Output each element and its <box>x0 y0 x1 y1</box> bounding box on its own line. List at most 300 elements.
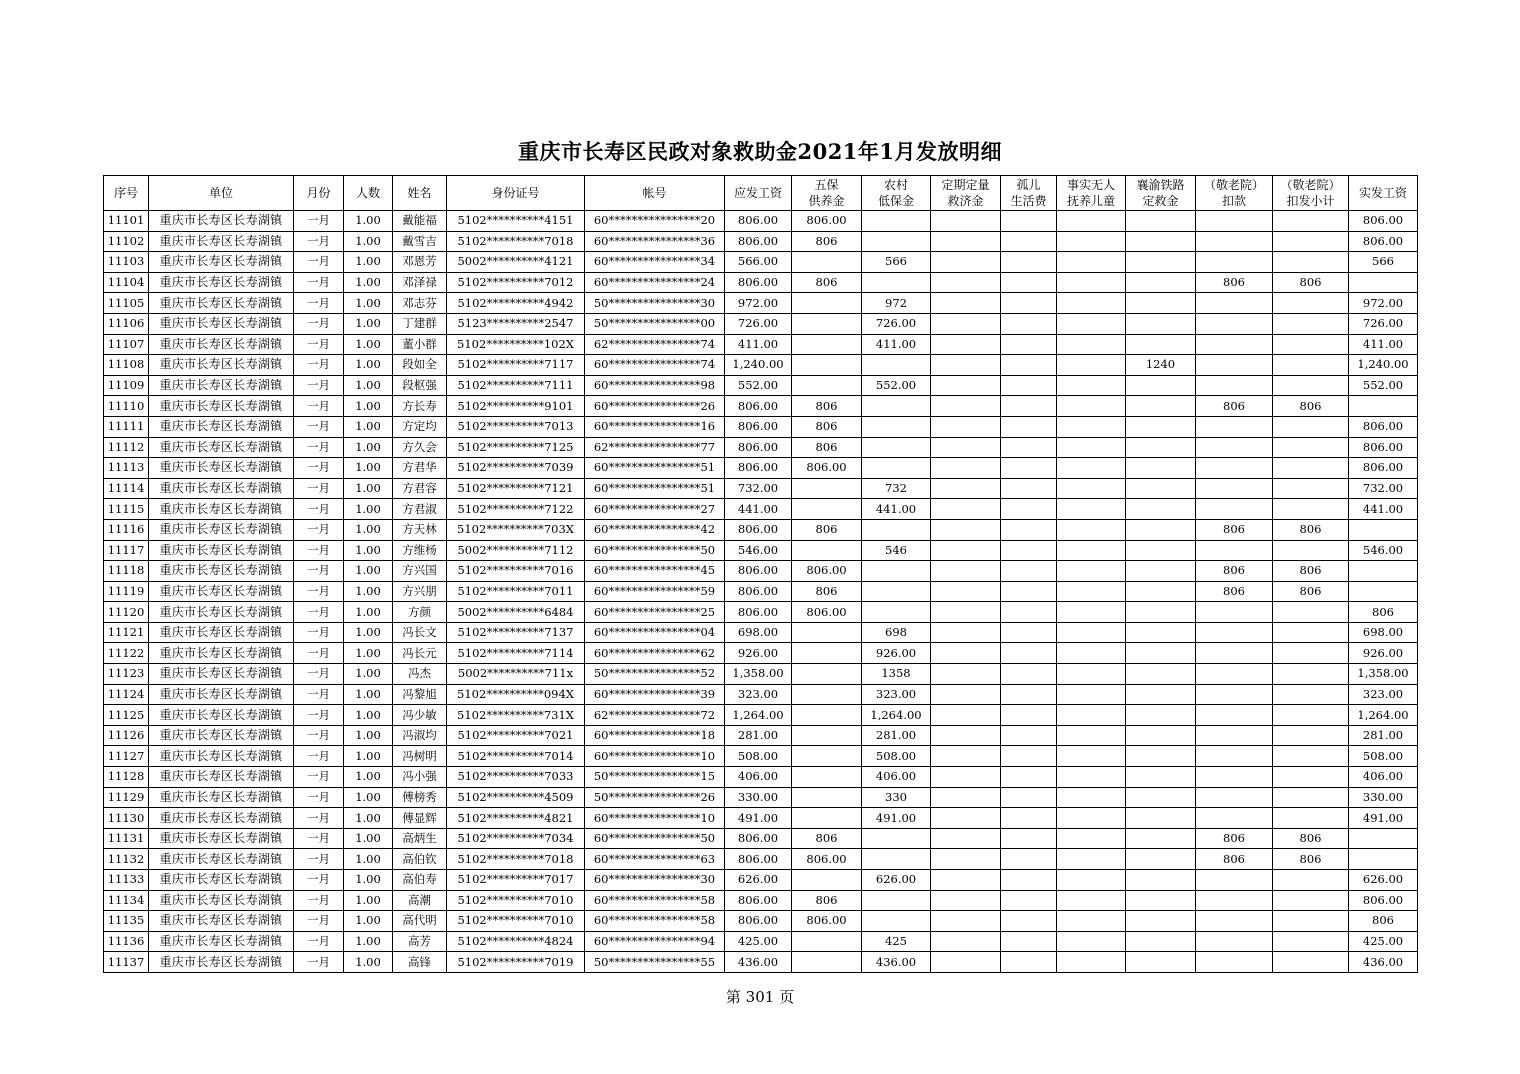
table-row <box>104 581 1418 602</box>
cell-account: 60****************34 <box>585 252 725 273</box>
cell-account: 60****************10 <box>585 746 725 767</box>
cell-subtotal: 806 <box>1273 272 1349 293</box>
cell-deduct <box>1196 478 1273 499</box>
cell-id: 5102**********7016 <box>447 561 585 582</box>
table-row <box>104 231 1418 252</box>
cell-shishi <box>1057 664 1126 685</box>
cell-unit: 重庆市长寿区长寿湖镇 <box>149 519 294 540</box>
cell-subtotal <box>1273 808 1349 829</box>
column-header-account <box>585 176 725 211</box>
cell-unit: 重庆市长寿区长寿湖镇 <box>149 375 294 396</box>
cell-wubao <box>792 622 862 643</box>
cell-count: 1.00 <box>344 252 393 273</box>
cell-guer <box>1001 828 1057 849</box>
column-header-xiangyu <box>1126 176 1196 211</box>
table-row <box>104 931 1418 952</box>
column-header-text: 帐号 <box>642 186 667 200</box>
cell-seq: 11122 <box>104 643 149 664</box>
cell-wubao <box>792 952 862 973</box>
cell-actual: 566 <box>1349 252 1418 273</box>
table-row <box>104 252 1418 273</box>
cell-xiangyu <box>1126 437 1196 458</box>
cell-actual <box>1349 561 1418 582</box>
table-row <box>104 458 1418 479</box>
cell-xiangyu <box>1126 849 1196 870</box>
cell-actual: 323.00 <box>1349 684 1418 705</box>
cell-unit: 重庆市长寿区长寿湖镇 <box>149 252 294 273</box>
cell-payable: 806.00 <box>725 396 792 417</box>
cell-actual: 1,264.00 <box>1349 705 1418 726</box>
cell-account: 60****************20 <box>585 211 725 232</box>
cell-wubao: 806 <box>792 231 862 252</box>
cell-id: 5102**********7033 <box>447 767 585 788</box>
table-row <box>104 211 1418 232</box>
cell-xiangyu <box>1126 602 1196 623</box>
cell-account: 60****************16 <box>585 416 725 437</box>
cell-month: 一月 <box>294 705 344 726</box>
cell-id: 5102**********7039 <box>447 458 585 479</box>
cell-shishi <box>1057 396 1126 417</box>
cell-seq: 11137 <box>104 952 149 973</box>
cell-account: 50****************55 <box>585 952 725 973</box>
cell-seq: 11108 <box>104 355 149 376</box>
cell-subtotal <box>1273 211 1349 232</box>
cell-deduct <box>1196 952 1273 973</box>
column-header-payable <box>725 176 792 211</box>
cell-guer <box>1001 211 1057 232</box>
cell-dingqi <box>931 705 1001 726</box>
cell-payable: 806.00 <box>725 602 792 623</box>
cell-id: 5102**********731X <box>447 705 585 726</box>
cell-account: 60****************24 <box>585 272 725 293</box>
cell-xiangyu <box>1126 211 1196 232</box>
cell-wubao <box>792 375 862 396</box>
cell-wubao <box>792 293 862 314</box>
cell-guer <box>1001 252 1057 273</box>
cell-id: 5002**********711x <box>447 664 585 685</box>
cell-name: 冯黎旭 <box>393 684 447 705</box>
cell-account: 60****************50 <box>585 540 725 561</box>
column-header-text: 农村 <box>883 178 908 192</box>
cell-dibao: 546 <box>862 540 931 561</box>
cell-id: 5102**********7010 <box>447 911 585 932</box>
cell-count: 1.00 <box>344 581 393 602</box>
column-header-shishi <box>1057 176 1126 211</box>
cell-wubao <box>792 787 862 808</box>
cell-seq: 11104 <box>104 272 149 293</box>
cell-shishi <box>1057 561 1126 582</box>
cell-guer <box>1001 231 1057 252</box>
cell-subtotal <box>1273 787 1349 808</box>
cell-guer <box>1001 725 1057 746</box>
cell-wubao <box>792 767 862 788</box>
cell-id: 5102**********7012 <box>447 272 585 293</box>
cell-dibao <box>862 416 931 437</box>
cell-payable: 806.00 <box>725 231 792 252</box>
cell-name: 高潮 <box>393 890 447 911</box>
cell-subtotal: 806 <box>1273 828 1349 849</box>
cell-unit: 重庆市长寿区长寿湖镇 <box>149 746 294 767</box>
cell-dingqi <box>931 581 1001 602</box>
cell-payable: 626.00 <box>725 870 792 891</box>
cell-subtotal <box>1273 499 1349 520</box>
cell-dibao: 411.00 <box>862 334 931 355</box>
cell-unit: 重庆市长寿区长寿湖镇 <box>149 437 294 458</box>
cell-subtotal <box>1273 540 1349 561</box>
cell-dingqi <box>931 375 1001 396</box>
cell-unit: 重庆市长寿区长寿湖镇 <box>149 334 294 355</box>
cell-deduct <box>1196 911 1273 932</box>
cell-month: 一月 <box>294 602 344 623</box>
cell-subtotal <box>1273 416 1349 437</box>
cell-name: 高代明 <box>393 911 447 932</box>
cell-id: 5102**********4151 <box>447 211 585 232</box>
column-header-text: 身份证号 <box>491 186 540 200</box>
cell-actual <box>1349 849 1418 870</box>
cell-dingqi <box>931 252 1001 273</box>
cell-dingqi <box>931 808 1001 829</box>
cell-id: 5102**********7114 <box>447 643 585 664</box>
cell-subtotal: 806 <box>1273 581 1349 602</box>
cell-deduct <box>1196 890 1273 911</box>
cell-id: 5102**********4509 <box>447 787 585 808</box>
cell-month: 一月 <box>294 870 344 891</box>
cell-month: 一月 <box>294 952 344 973</box>
cell-wubao: 806 <box>792 519 862 540</box>
cell-dibao: 1,264.00 <box>862 705 931 726</box>
cell-xiangyu <box>1126 272 1196 293</box>
cell-account: 60****************10 <box>585 808 725 829</box>
cell-seq: 11106 <box>104 313 149 334</box>
cell-month: 一月 <box>294 313 344 334</box>
column-header-text: 五保 <box>814 178 839 192</box>
cell-name: 方君淑 <box>393 499 447 520</box>
cell-name: 段如全 <box>393 355 447 376</box>
cell-shishi <box>1057 787 1126 808</box>
cell-deduct: 806 <box>1196 272 1273 293</box>
cell-guer <box>1001 458 1057 479</box>
relief-payment-table <box>103 175 1418 973</box>
column-header-text: 扣款 <box>1221 194 1246 208</box>
cell-dibao <box>862 581 931 602</box>
cell-unit: 重庆市长寿区长寿湖镇 <box>149 664 294 685</box>
cell-subtotal <box>1273 375 1349 396</box>
cell-xiangyu <box>1126 684 1196 705</box>
cell-unit: 重庆市长寿区长寿湖镇 <box>149 808 294 829</box>
cell-subtotal <box>1273 231 1349 252</box>
cell-unit: 重庆市长寿区长寿湖镇 <box>149 684 294 705</box>
cell-seq: 11128 <box>104 767 149 788</box>
cell-shishi <box>1057 849 1126 870</box>
column-header-text: 生活费 <box>1010 194 1047 208</box>
cell-dibao <box>862 519 931 540</box>
cell-xiangyu <box>1126 252 1196 273</box>
cell-name: 方定均 <box>393 416 447 437</box>
table-row <box>104 293 1418 314</box>
cell-count: 1.00 <box>344 211 393 232</box>
cell-actual: 552.00 <box>1349 375 1418 396</box>
cell-id: 5102**********7034 <box>447 828 585 849</box>
table-row <box>104 396 1418 417</box>
cell-payable: 698.00 <box>725 622 792 643</box>
cell-actual: 698.00 <box>1349 622 1418 643</box>
cell-actual: 436.00 <box>1349 952 1418 973</box>
column-header-text: 姓名 <box>407 186 432 200</box>
cell-payable: 806.00 <box>725 890 792 911</box>
cell-dibao <box>862 828 931 849</box>
cell-subtotal <box>1273 313 1349 334</box>
cell-guer <box>1001 581 1057 602</box>
cell-count: 1.00 <box>344 499 393 520</box>
cell-dibao <box>862 272 931 293</box>
cell-wubao: 806.00 <box>792 458 862 479</box>
cell-unit: 重庆市长寿区长寿湖镇 <box>149 211 294 232</box>
cell-seq: 11130 <box>104 808 149 829</box>
cell-unit: 重庆市长寿区长寿湖镇 <box>149 622 294 643</box>
cell-month: 一月 <box>294 334 344 355</box>
cell-actual: 406.00 <box>1349 767 1418 788</box>
cell-deduct <box>1196 499 1273 520</box>
cell-deduct <box>1196 540 1273 561</box>
cell-account: 60****************18 <box>585 725 725 746</box>
cell-payable: 732.00 <box>725 478 792 499</box>
cell-unit: 重庆市长寿区长寿湖镇 <box>149 581 294 602</box>
table-row <box>104 272 1418 293</box>
cell-wubao: 806 <box>792 272 862 293</box>
cell-id: 5102**********094X <box>447 684 585 705</box>
cell-shishi <box>1057 705 1126 726</box>
cell-deduct <box>1196 293 1273 314</box>
cell-name: 邓泽禄 <box>393 272 447 293</box>
cell-deduct: 806 <box>1196 519 1273 540</box>
cell-subtotal <box>1273 870 1349 891</box>
cell-month: 一月 <box>294 643 344 664</box>
table-row <box>104 952 1418 973</box>
cell-payable: 806.00 <box>725 211 792 232</box>
cell-dingqi <box>931 540 1001 561</box>
cell-subtotal <box>1273 952 1349 973</box>
cell-seq: 11103 <box>104 252 149 273</box>
cell-count: 1.00 <box>344 231 393 252</box>
cell-id: 5102**********4942 <box>447 293 585 314</box>
cell-dingqi <box>931 396 1001 417</box>
cell-xiangyu <box>1126 581 1196 602</box>
cell-payable: 425.00 <box>725 931 792 952</box>
cell-name: 方兴朋 <box>393 581 447 602</box>
cell-shishi <box>1057 767 1126 788</box>
cell-id: 5102**********7011 <box>447 581 585 602</box>
cell-id: 5102**********7111 <box>447 375 585 396</box>
column-header-text: 人数 <box>355 186 380 200</box>
cell-payable: 566.00 <box>725 252 792 273</box>
cell-id: 5102**********4824 <box>447 931 585 952</box>
cell-name: 戴雪吉 <box>393 231 447 252</box>
cell-dingqi <box>931 911 1001 932</box>
cell-wubao: 806 <box>792 828 862 849</box>
cell-count: 1.00 <box>344 849 393 870</box>
cell-xiangyu <box>1126 499 1196 520</box>
column-header-text: （敬老院） <box>1203 178 1264 192</box>
cell-xiangyu <box>1126 664 1196 685</box>
cell-dingqi <box>931 725 1001 746</box>
cell-dibao <box>862 396 931 417</box>
cell-count: 1.00 <box>344 643 393 664</box>
cell-account: 60****************42 <box>585 519 725 540</box>
cell-seq: 11118 <box>104 561 149 582</box>
cell-account: 60****************27 <box>585 499 725 520</box>
cell-id: 5123**********2547 <box>447 313 585 334</box>
cell-count: 1.00 <box>344 416 393 437</box>
cell-actual: 806.00 <box>1349 231 1418 252</box>
table-row <box>104 767 1418 788</box>
table-header <box>104 176 1418 211</box>
cell-name: 方维杨 <box>393 540 447 561</box>
cell-account: 60****************26 <box>585 396 725 417</box>
cell-month: 一月 <box>294 664 344 685</box>
cell-actual: 972.00 <box>1349 293 1418 314</box>
cell-subtotal <box>1273 664 1349 685</box>
cell-month: 一月 <box>294 725 344 746</box>
cell-dingqi <box>931 622 1001 643</box>
cell-id: 5102**********7125 <box>447 437 585 458</box>
cell-deduct <box>1196 808 1273 829</box>
cell-name: 段枢强 <box>393 375 447 396</box>
cell-payable: 1,240.00 <box>725 355 792 376</box>
cell-dibao <box>862 849 931 870</box>
cell-actual <box>1349 581 1418 602</box>
table-row <box>104 849 1418 870</box>
table-row <box>104 808 1418 829</box>
cell-unit: 重庆市长寿区长寿湖镇 <box>149 499 294 520</box>
cell-wubao <box>792 643 862 664</box>
cell-guer <box>1001 870 1057 891</box>
cell-name: 方天林 <box>393 519 447 540</box>
cell-shishi <box>1057 458 1126 479</box>
cell-name: 戴能福 <box>393 211 447 232</box>
table-row <box>104 478 1418 499</box>
cell-wubao: 806 <box>792 437 862 458</box>
cell-xiangyu <box>1126 931 1196 952</box>
cell-month: 一月 <box>294 767 344 788</box>
cell-shishi <box>1057 252 1126 273</box>
cell-actual <box>1349 272 1418 293</box>
cell-deduct <box>1196 870 1273 891</box>
cell-dibao: 972 <box>862 293 931 314</box>
cell-month: 一月 <box>294 911 344 932</box>
cell-month: 一月 <box>294 396 344 417</box>
cell-xiangyu <box>1126 952 1196 973</box>
cell-payable: 806.00 <box>725 581 792 602</box>
cell-seq: 11102 <box>104 231 149 252</box>
cell-account: 50****************26 <box>585 787 725 808</box>
table-row <box>104 519 1418 540</box>
cell-actual: 732.00 <box>1349 478 1418 499</box>
cell-seq: 11116 <box>104 519 149 540</box>
table-row <box>104 416 1418 437</box>
cell-month: 一月 <box>294 375 344 396</box>
cell-unit: 重庆市长寿区长寿湖镇 <box>149 890 294 911</box>
cell-count: 1.00 <box>344 952 393 973</box>
cell-deduct <box>1196 252 1273 273</box>
cell-unit: 重庆市长寿区长寿湖镇 <box>149 787 294 808</box>
cell-payable: 806.00 <box>725 272 792 293</box>
cell-count: 1.00 <box>344 478 393 499</box>
cell-dibao: 926.00 <box>862 643 931 664</box>
cell-wubao <box>792 252 862 273</box>
cell-guer <box>1001 849 1057 870</box>
column-header-name <box>393 176 447 211</box>
cell-xiangyu <box>1126 808 1196 829</box>
cell-payable: 1,264.00 <box>725 705 792 726</box>
cell-actual: 806 <box>1349 911 1418 932</box>
cell-dingqi <box>931 211 1001 232</box>
cell-xiangyu <box>1126 787 1196 808</box>
cell-name: 高芳 <box>393 931 447 952</box>
cell-dingqi <box>931 355 1001 376</box>
cell-wubao: 806 <box>792 581 862 602</box>
cell-count: 1.00 <box>344 725 393 746</box>
cell-xiangyu <box>1126 313 1196 334</box>
cell-xiangyu <box>1126 478 1196 499</box>
cell-dibao: 698 <box>862 622 931 643</box>
table-row <box>104 375 1418 396</box>
cell-guer <box>1001 787 1057 808</box>
table-body <box>104 211 1418 973</box>
column-header-text: 孤儿 <box>1016 178 1041 192</box>
cell-actual: 806.00 <box>1349 211 1418 232</box>
cell-seq: 11105 <box>104 293 149 314</box>
cell-subtotal: 806 <box>1273 561 1349 582</box>
table-row <box>104 746 1418 767</box>
cell-dingqi <box>931 313 1001 334</box>
cell-dingqi <box>931 561 1001 582</box>
cell-month: 一月 <box>294 499 344 520</box>
cell-seq: 11129 <box>104 787 149 808</box>
cell-account: 50****************30 <box>585 293 725 314</box>
cell-month: 一月 <box>294 437 344 458</box>
cell-dibao: 406.00 <box>862 767 931 788</box>
column-header-text: 定期定量 <box>941 178 990 192</box>
cell-xiangyu <box>1126 293 1196 314</box>
cell-dibao: 552.00 <box>862 375 931 396</box>
cell-seq: 11134 <box>104 890 149 911</box>
cell-seq: 11107 <box>104 334 149 355</box>
cell-month: 一月 <box>294 890 344 911</box>
cell-payable: 491.00 <box>725 808 792 829</box>
table-row <box>104 664 1418 685</box>
cell-dibao <box>862 561 931 582</box>
cell-deduct <box>1196 622 1273 643</box>
cell-dingqi <box>931 458 1001 479</box>
cell-month: 一月 <box>294 478 344 499</box>
cell-dingqi <box>931 828 1001 849</box>
cell-actual: 926.00 <box>1349 643 1418 664</box>
cell-guer <box>1001 561 1057 582</box>
cell-xiangyu: 1240 <box>1126 355 1196 376</box>
cell-name: 傅显辉 <box>393 808 447 829</box>
cell-shishi <box>1057 643 1126 664</box>
cell-name: 冯杰 <box>393 664 447 685</box>
cell-shishi <box>1057 334 1126 355</box>
cell-wubao <box>792 478 862 499</box>
cell-seq: 11112 <box>104 437 149 458</box>
cell-name: 方君容 <box>393 478 447 499</box>
cell-dibao <box>862 458 931 479</box>
cell-xiangyu <box>1126 890 1196 911</box>
cell-count: 1.00 <box>344 375 393 396</box>
cell-seq: 11126 <box>104 725 149 746</box>
cell-id: 5102**********703X <box>447 519 585 540</box>
